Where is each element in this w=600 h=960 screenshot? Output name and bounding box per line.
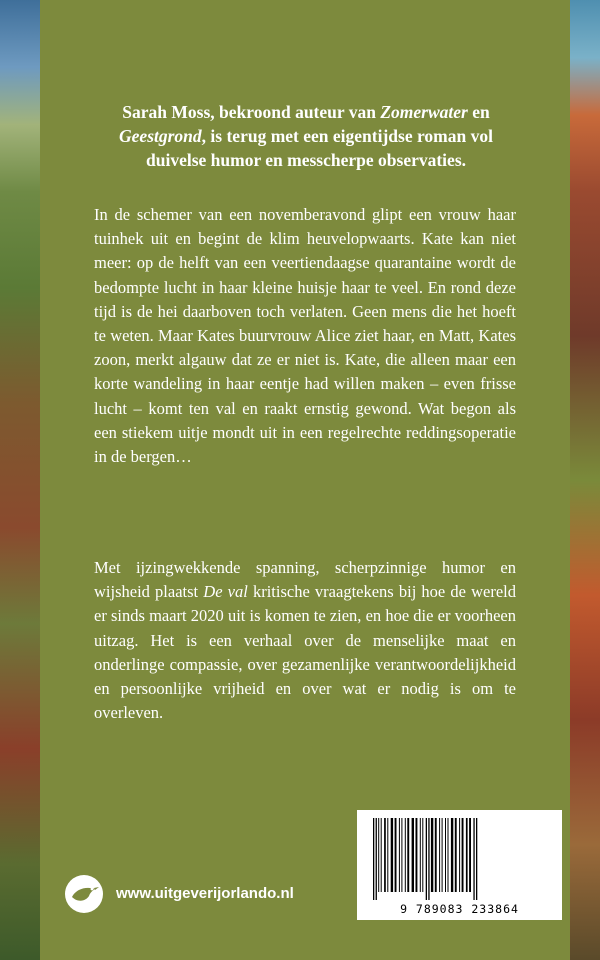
author-blurb [82, 100, 530, 172]
painting-right-edge [570, 0, 600, 960]
review-after-title: kritische vraagtekens bij hoe de wereld er sinds maart 2020 uit is komen te zien, en hoe die er voorheen uitzag. Het is een verhaal over de menselijke maat en onderlinge compassie, over gezamenlijke verantwoordelijkheid en persoonlijke vrijheid en over wat er nodig is om te overleven. [94, 582, 516, 723]
blurb-line1-prefix: Sarah Moss, bekroond auteur van [122, 102, 381, 122]
publisher-url[interactable]: www.uitgeverijorlando.nl [116, 885, 294, 902]
isbn-barcode [357, 810, 562, 920]
synopsis-paragraph: In de schemer van een novemberavond glipt een vrouw haar tuinhek uit en begint de klim heuvelopwaarts. Kate kan niet meer: op de helft van een veertiendaagse quarantaine wordt de bedompte lucht in haar kleine huisje haar te veel. En rond deze tijd is de hei daarboven toch verlaten. Geen mens die het hoeft te weten. Maar Kates buurvrouw Alice ziet haar, en Matt, Kates zoon, merkt algauw dat ze er niet is. Kate, die alleen maar een korte wandeling in haar eentje had willen maken – even frisse lucht – komt ten val en raakt ernstig gewond. Wat begon als een stiekem uitje mondt uit in een regelrechte reddingsoperatie in de bergen… [94, 205, 516, 467]
blurb-line2-suffix: , is terug met een eigentijdse roman vol [201, 126, 493, 146]
blurb-line1-suffix: en [467, 102, 490, 122]
review-before-title: Met ijzingwekkende spanning, scherpzinnige humor en wijsheid plaatst [94, 558, 516, 602]
barcode-bars [371, 818, 549, 900]
painting-left-edge [0, 0, 40, 960]
book-title-zomerwater: Zomerwater [380, 102, 468, 122]
isbn-number: 9 789083 233864 [400, 902, 519, 916]
blurb-line3: duivelse humor en messcherpe observaties. [146, 150, 466, 170]
bird-logo-icon [64, 874, 104, 914]
book-title-geestgrond: Geestgrond [119, 126, 202, 146]
book-title-de-val: De val [203, 582, 248, 602]
review-paragraph [94, 556, 516, 725]
